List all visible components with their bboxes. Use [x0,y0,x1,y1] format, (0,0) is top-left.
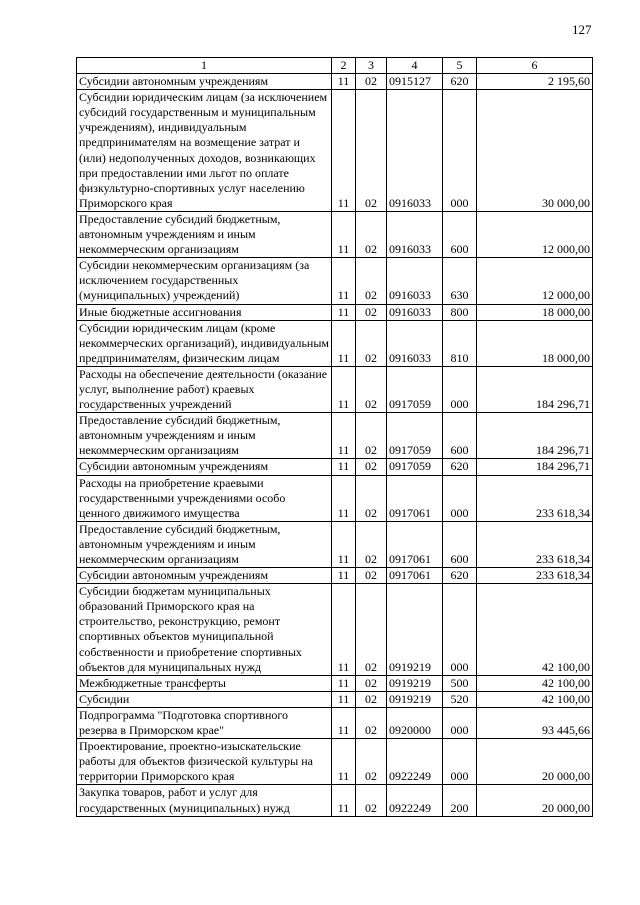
row-section: 11 [332,459,356,475]
row-amount: 18 000,00 [477,320,593,366]
row-amount: 20 000,00 [477,785,593,816]
row-section: 11 [332,366,356,412]
row-amount: 42 100,00 [477,584,593,676]
row-amount: 184 296,71 [477,459,593,475]
header-cell: 6 [477,58,593,74]
header-cell: 3 [356,58,387,74]
row-subsection: 02 [356,459,387,475]
row-target-code: 0917059 [387,459,443,475]
table-row [77,413,593,459]
row-target-code: 0916033 [387,304,443,320]
row-subsection: 02 [356,258,387,304]
row-section: 11 [332,304,356,320]
header-cell: 4 [387,58,443,74]
row-description: Предоставление субсидий бюджетным, автономным учреждениям и иным некоммерческим организациям [77,413,332,459]
row-description: Субсидии юридическим лицам (кроме некоммерческих организаций), индивидуальным предпринимателям, физическим лицам [77,320,332,366]
row-expense-type: 000 [443,739,477,785]
row-target-code: 0919219 [387,675,443,691]
row-expense-type: 000 [443,584,477,676]
budget-table [76,57,593,817]
table-row [77,707,593,738]
row-expense-type: 600 [443,413,477,459]
row-expense-type: 620 [443,459,477,475]
row-description: Закупка товаров, работ и услуг для государственных (муниципальных) нужд [77,785,332,816]
row-amount: 93 445,66 [477,707,593,738]
row-section: 11 [332,90,356,212]
row-section: 11 [332,584,356,676]
row-description: Субсидии некоммерческим организациям (за исключением государственных (муниципальных) учреждений) [77,258,332,304]
row-description: Предоставление субсидий бюджетным, автономным учреждениям и иным некоммерческим организациям [77,521,332,567]
row-target-code: 0917061 [387,568,443,584]
row-expense-type: 600 [443,211,477,257]
row-expense-type: 000 [443,475,477,521]
row-section: 11 [332,707,356,738]
row-section: 11 [332,675,356,691]
table-row [77,459,593,475]
row-subsection: 02 [356,584,387,676]
row-amount: 12 000,00 [477,211,593,257]
row-description: Субсидии [77,691,332,707]
table-header-row [77,58,593,74]
table-row [77,304,593,320]
row-target-code: 0917061 [387,475,443,521]
row-target-code: 0922249 [387,785,443,816]
table-row [77,675,593,691]
row-description: Субсидии автономным учреждениям [77,568,332,584]
row-section: 11 [332,413,356,459]
row-amount: 233 618,34 [477,568,593,584]
row-subsection: 02 [356,707,387,738]
table-row [77,90,593,212]
row-subsection: 02 [356,521,387,567]
row-subsection: 02 [356,74,387,90]
row-subsection: 02 [356,739,387,785]
row-expense-type: 810 [443,320,477,366]
row-description: Проектирование, проектно-изыскательские работы для объектов физической культуры на территории Приморского края [77,739,332,785]
row-target-code: 0919219 [387,691,443,707]
row-amount: 12 000,00 [477,258,593,304]
header-cell: 2 [332,58,356,74]
row-expense-type: 620 [443,74,477,90]
row-expense-type: 000 [443,707,477,738]
row-description: Расходы на обеспечение деятельности (оказание услуг, выполнение работ) краевых государственных учреждений [77,366,332,412]
row-section: 11 [332,74,356,90]
row-expense-type: 600 [443,521,477,567]
table-row [77,74,593,90]
row-target-code: 0915127 [387,74,443,90]
row-expense-type: 630 [443,258,477,304]
row-section: 11 [332,320,356,366]
row-amount: 30 000,00 [477,90,593,212]
table-row [77,211,593,257]
row-subsection: 02 [356,475,387,521]
row-target-code: 0917059 [387,366,443,412]
row-subsection: 02 [356,785,387,816]
row-description: Субсидии автономным учреждениям [77,74,332,90]
row-subsection: 02 [356,413,387,459]
row-target-code: 0919219 [387,584,443,676]
row-expense-type: 520 [443,691,477,707]
row-description: Расходы на приобретение краевыми государственными учреждениями особо ценного движимого имущества [77,475,332,521]
row-expense-type: 200 [443,785,477,816]
row-amount: 2 195,60 [477,74,593,90]
table-row [77,366,593,412]
row-description: Предоставление субсидий бюджетным, автономным учреждениям и иным некоммерческим организациям [77,211,332,257]
row-section: 11 [332,568,356,584]
row-target-code: 0916033 [387,320,443,366]
table-row [77,691,593,707]
row-amount: 20 000,00 [477,739,593,785]
row-description: Субсидии юридическим лицам (за исключением субсидий государственным и муниципальным учреждениям), индивидуальным предпринимателям на возмещение затрат и (или) недополученных доходов, возникающих при предоставлении ими льгот по оплате физкультурно-спортивных услуг населению Приморского края [77,90,332,212]
row-subsection: 02 [356,320,387,366]
row-expense-type: 000 [443,366,477,412]
row-section: 11 [332,521,356,567]
row-amount: 233 618,34 [477,521,593,567]
row-expense-type: 500 [443,675,477,691]
table-row [77,475,593,521]
row-subsection: 02 [356,691,387,707]
table-row [77,785,593,816]
row-amount: 42 100,00 [477,675,593,691]
table-row [77,258,593,304]
row-description: Иные бюджетные ассигнования [77,304,332,320]
row-section: 11 [332,475,356,521]
row-subsection: 02 [356,366,387,412]
row-section: 11 [332,739,356,785]
table-row [77,739,593,785]
header-cell: 1 [77,58,332,74]
header-cell: 5 [443,58,477,74]
table-row [77,521,593,567]
row-expense-type: 000 [443,90,477,212]
row-target-code: 0916033 [387,211,443,257]
row-target-code: 0916033 [387,258,443,304]
row-subsection: 02 [356,90,387,212]
row-subsection: 02 [356,304,387,320]
row-amount: 42 100,00 [477,691,593,707]
row-subsection: 02 [356,211,387,257]
table-row [77,584,593,676]
row-subsection: 02 [356,675,387,691]
row-section: 11 [332,258,356,304]
row-target-code: 0920000 [387,707,443,738]
row-expense-type: 800 [443,304,477,320]
row-amount: 18 000,00 [477,304,593,320]
page-number: 127 [572,22,592,37]
row-target-code: 0922249 [387,739,443,785]
row-section: 11 [332,691,356,707]
row-amount: 233 618,34 [477,475,593,521]
row-subsection: 02 [356,568,387,584]
table-row [77,568,593,584]
row-target-code: 0917061 [387,521,443,567]
row-expense-type: 620 [443,568,477,584]
row-description: Межбюджетные трансферты [77,675,332,691]
table-row [77,320,593,366]
row-target-code: 0916033 [387,90,443,212]
row-target-code: 0917059 [387,413,443,459]
row-amount: 184 296,71 [477,366,593,412]
row-section: 11 [332,211,356,257]
row-description: Подпрограмма "Подготовка спортивного резерва в Приморском крае" [77,707,332,738]
row-section: 11 [332,785,356,816]
row-description: Субсидии автономным учреждениям [77,459,332,475]
row-description: Субсидии бюджетам муниципальных образований Приморского края на строительство, реконструкцию, ремонт спортивных объектов муниципальной собственности и приобретение спортивных объектов для муниципальных нужд [77,584,332,676]
row-amount: 184 296,71 [477,413,593,459]
